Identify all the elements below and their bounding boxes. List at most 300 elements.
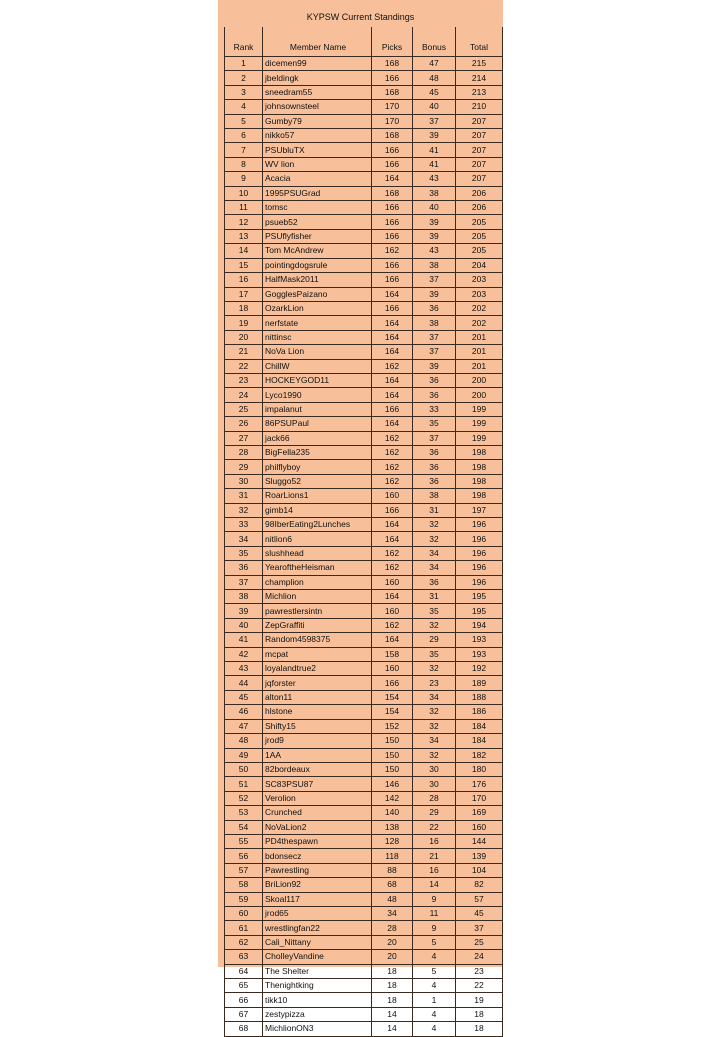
member-name-cell: HOCKEYGOD11 — [263, 373, 372, 387]
rank-cell: 54 — [225, 820, 263, 834]
rank-cell: 46 — [225, 705, 263, 719]
rank-cell: 9 — [225, 172, 263, 186]
member-name-cell: alton11 — [263, 690, 372, 704]
table-row — [225, 878, 503, 892]
total-cell: 201 — [456, 359, 503, 373]
bonus-cell: 37 — [413, 345, 456, 359]
member-name-cell: zestypizza — [263, 1007, 372, 1021]
bonus-cell: 45 — [413, 85, 456, 99]
picks-cell: 20 — [372, 950, 413, 964]
table-row — [225, 1007, 503, 1021]
picks-cell: 164 — [372, 417, 413, 431]
total-cell: 184 — [456, 719, 503, 733]
bonus-cell: 4 — [413, 1022, 456, 1036]
rank-cell: 55 — [225, 834, 263, 848]
total-cell: 37 — [456, 921, 503, 935]
member-name-cell: psueb52 — [263, 215, 372, 229]
member-name-cell: HalfMask2011 — [263, 273, 372, 287]
bonus-cell: 36 — [413, 460, 456, 474]
table-row — [225, 532, 503, 546]
bonus-cell: 22 — [413, 820, 456, 834]
rank-cell: 34 — [225, 532, 263, 546]
total-cell: 182 — [456, 748, 503, 762]
picks-cell: 18 — [372, 964, 413, 978]
table-row — [225, 316, 503, 330]
picks-cell: 164 — [372, 388, 413, 402]
total-cell: 198 — [456, 445, 503, 459]
table-row — [225, 561, 503, 575]
bonus-cell: 38 — [413, 258, 456, 272]
bonus-cell: 47 — [413, 57, 456, 71]
member-name-cell: PD4thespawn — [263, 834, 372, 848]
member-name-cell: hlstone — [263, 705, 372, 719]
member-name-cell: nittinsc — [263, 330, 372, 344]
bonus-cell: 11 — [413, 906, 456, 920]
rank-cell: 41 — [225, 633, 263, 647]
total-cell: 203 — [456, 287, 503, 301]
bonus-cell: 34 — [413, 734, 456, 748]
member-name-cell: bdonsecz — [263, 849, 372, 863]
bonus-cell: 29 — [413, 633, 456, 647]
rank-cell: 6 — [225, 129, 263, 143]
total-cell: 195 — [456, 604, 503, 618]
table-row — [225, 258, 503, 272]
member-name-cell: Cali_Nittany — [263, 935, 372, 949]
rank-cell: 10 — [225, 186, 263, 200]
table-row — [225, 748, 503, 762]
picks-cell: 150 — [372, 748, 413, 762]
rank-cell: 53 — [225, 806, 263, 820]
total-cell: 189 — [456, 676, 503, 690]
bonus-cell: 23 — [413, 676, 456, 690]
picks-cell: 20 — [372, 935, 413, 949]
table-row — [225, 273, 503, 287]
table-row — [225, 777, 503, 791]
member-name-cell: Acacia — [263, 172, 372, 186]
rank-cell: 47 — [225, 719, 263, 733]
picks-cell: 14 — [372, 1022, 413, 1036]
member-name-cell: nikko57 — [263, 129, 372, 143]
total-cell: 184 — [456, 734, 503, 748]
total-cell: 205 — [456, 215, 503, 229]
picks-cell: 88 — [372, 863, 413, 877]
member-name-cell: sneedram55 — [263, 85, 372, 99]
table-row — [225, 618, 503, 632]
total-cell: 176 — [456, 777, 503, 791]
total-cell: 215 — [456, 57, 503, 71]
picks-cell: 166 — [372, 201, 413, 215]
member-name-cell: BigFella235 — [263, 445, 372, 459]
bonus-cell: 32 — [413, 705, 456, 719]
bonus-cell: 28 — [413, 791, 456, 805]
member-name-cell: Crunched — [263, 806, 372, 820]
total-cell: 196 — [456, 561, 503, 575]
bonus-cell: 30 — [413, 777, 456, 791]
table-row — [225, 834, 503, 848]
member-name-cell: wrestlingfan22 — [263, 921, 372, 935]
table-row — [225, 417, 503, 431]
rank-cell: 14 — [225, 244, 263, 258]
picks-cell: 162 — [372, 431, 413, 445]
picks-cell: 160 — [372, 662, 413, 676]
picks-cell: 170 — [372, 114, 413, 128]
rank-cell: 62 — [225, 935, 263, 949]
member-name-cell: mcpat — [263, 647, 372, 661]
standings-sheet — [218, 0, 503, 1034]
total-cell: 139 — [456, 849, 503, 863]
rank-cell: 39 — [225, 604, 263, 618]
member-name-cell: YearoftheHeisman — [263, 561, 372, 575]
rank-cell: 11 — [225, 201, 263, 215]
member-name-cell: Thenightking — [263, 979, 372, 993]
member-name-header: Member Name — [263, 27, 372, 57]
bonus-cell: 36 — [413, 474, 456, 488]
rank-cell: 23 — [225, 373, 263, 387]
total-cell: 207 — [456, 172, 503, 186]
total-cell: 196 — [456, 518, 503, 532]
bonus-cell: 16 — [413, 863, 456, 877]
picks-cell: 162 — [372, 445, 413, 459]
table-row — [225, 229, 503, 243]
picks-cell: 160 — [372, 604, 413, 618]
picks-cell: 164 — [372, 518, 413, 532]
rank-cell: 2 — [225, 71, 263, 85]
member-name-cell: 98IberEating2Lunches — [263, 518, 372, 532]
member-name-cell: Skoal117 — [263, 892, 372, 906]
table-row — [225, 604, 503, 618]
bonus-cell: 32 — [413, 662, 456, 676]
rank-cell: 68 — [225, 1022, 263, 1036]
rank-cell: 48 — [225, 734, 263, 748]
rank-cell: 13 — [225, 229, 263, 243]
table-row — [225, 950, 503, 964]
picks-cell: 160 — [372, 575, 413, 589]
rank-cell: 44 — [225, 676, 263, 690]
picks-cell: 150 — [372, 762, 413, 776]
member-name-cell: Tom McAndrew — [263, 244, 372, 258]
rank-cell: 12 — [225, 215, 263, 229]
rank-cell: 59 — [225, 892, 263, 906]
picks-cell: 162 — [372, 460, 413, 474]
picks-cell: 164 — [372, 330, 413, 344]
table-row — [225, 676, 503, 690]
rank-cell: 4 — [225, 100, 263, 114]
table-row — [225, 518, 503, 532]
member-name-cell: jrod9 — [263, 734, 372, 748]
sheet-title: KYPSW Current Standings — [306, 12, 415, 22]
total-cell: 205 — [456, 229, 503, 243]
rank-cell: 33 — [225, 518, 263, 532]
rank-cell: 60 — [225, 906, 263, 920]
picks-cell: 164 — [372, 287, 413, 301]
picks-cell: 168 — [372, 186, 413, 200]
table-row — [225, 330, 503, 344]
total-cell: 205 — [456, 244, 503, 258]
member-name-cell: champlion — [263, 575, 372, 589]
picks-cell: 146 — [372, 777, 413, 791]
picks-cell: 166 — [372, 215, 413, 229]
picks-cell: 34 — [372, 906, 413, 920]
total-cell: 193 — [456, 647, 503, 661]
bonus-cell: 9 — [413, 892, 456, 906]
member-name-cell: gimb14 — [263, 503, 372, 517]
picks-cell: 140 — [372, 806, 413, 820]
bonus-cell: 38 — [413, 489, 456, 503]
bonus-cell: 32 — [413, 748, 456, 762]
total-cell: 57 — [456, 892, 503, 906]
table-row — [225, 690, 503, 704]
table-row — [225, 705, 503, 719]
picks-cell: 118 — [372, 849, 413, 863]
picks-cell: 142 — [372, 791, 413, 805]
rank-cell: 28 — [225, 445, 263, 459]
rank-cell: 21 — [225, 345, 263, 359]
bonus-cell: 37 — [413, 273, 456, 287]
picks-cell: 166 — [372, 157, 413, 171]
table-row — [225, 172, 503, 186]
rank-cell: 16 — [225, 273, 263, 287]
bonus-cell: 39 — [413, 359, 456, 373]
member-name-cell: GogglesPaizano — [263, 287, 372, 301]
bonus-cell: 35 — [413, 647, 456, 661]
rank-cell: 67 — [225, 1007, 263, 1021]
bonus-cell: 34 — [413, 561, 456, 575]
total-cell: 199 — [456, 402, 503, 416]
standings-table — [224, 27, 503, 1037]
table-row — [225, 662, 503, 676]
rank-cell: 22 — [225, 359, 263, 373]
rank-cell: 38 — [225, 590, 263, 604]
rank-cell: 32 — [225, 503, 263, 517]
bonus-cell: 35 — [413, 604, 456, 618]
picks-cell: 166 — [372, 143, 413, 157]
total-cell: 213 — [456, 85, 503, 99]
picks-cell: 152 — [372, 719, 413, 733]
bonus-cell: 32 — [413, 719, 456, 733]
bonus-cell: 40 — [413, 100, 456, 114]
total-cell: 24 — [456, 950, 503, 964]
member-name-cell: tikk10 — [263, 993, 372, 1007]
bonus-cell: 4 — [413, 979, 456, 993]
total-cell: 214 — [456, 71, 503, 85]
table-row — [225, 373, 503, 387]
total-cell: 196 — [456, 575, 503, 589]
picks-cell: 164 — [372, 373, 413, 387]
total-cell: 210 — [456, 100, 503, 114]
total-cell: 198 — [456, 489, 503, 503]
bonus-cell: 40 — [413, 201, 456, 215]
total-cell: 203 — [456, 273, 503, 287]
rank-cell: 1 — [225, 57, 263, 71]
member-name-cell: johnsownsteel — [263, 100, 372, 114]
member-name-cell: 86PSUPaul — [263, 417, 372, 431]
total-cell: 206 — [456, 186, 503, 200]
total-cell: 207 — [456, 129, 503, 143]
total-cell: 160 — [456, 820, 503, 834]
member-name-cell: ChillW — [263, 359, 372, 373]
member-name-cell: pointingdogsrule — [263, 258, 372, 272]
member-name-cell: jrod65 — [263, 906, 372, 920]
bonus-cell: 16 — [413, 834, 456, 848]
table-row — [225, 345, 503, 359]
total-cell: 206 — [456, 201, 503, 215]
table-row — [225, 186, 503, 200]
total-cell: 19 — [456, 993, 503, 1007]
member-name-cell: 1995PSUGrad — [263, 186, 372, 200]
table-row — [225, 57, 503, 71]
member-name-cell: SC83PSU87 — [263, 777, 372, 791]
member-name-cell: 82bordeaux — [263, 762, 372, 776]
member-name-cell: philflyboy — [263, 460, 372, 474]
rank-cell: 29 — [225, 460, 263, 474]
member-name-cell: NoVa Lion — [263, 345, 372, 359]
picks-cell: 128 — [372, 834, 413, 848]
total-cell: 82 — [456, 878, 503, 892]
bonus-cell: 41 — [413, 157, 456, 171]
picks-cell: 48 — [372, 892, 413, 906]
picks-cell: 166 — [372, 503, 413, 517]
total-cell: 25 — [456, 935, 503, 949]
rank-cell: 15 — [225, 258, 263, 272]
table-row — [225, 431, 503, 445]
table-row — [225, 906, 503, 920]
picks-cell: 158 — [372, 647, 413, 661]
total-header: Total — [456, 27, 503, 57]
total-cell: 193 — [456, 633, 503, 647]
total-cell: 196 — [456, 546, 503, 560]
table-row — [225, 921, 503, 935]
bonus-cell: 5 — [413, 964, 456, 978]
rank-cell: 52 — [225, 791, 263, 805]
picks-cell: 162 — [372, 561, 413, 575]
table-row — [225, 546, 503, 560]
total-cell: 180 — [456, 762, 503, 776]
rank-cell: 31 — [225, 489, 263, 503]
total-cell: 186 — [456, 705, 503, 719]
picks-cell: 164 — [372, 316, 413, 330]
bonus-cell: 35 — [413, 417, 456, 431]
bonus-cell: 37 — [413, 330, 456, 344]
table-row — [225, 388, 503, 402]
member-name-cell: MichlionON3 — [263, 1022, 372, 1036]
table-row — [225, 244, 503, 258]
total-cell: 207 — [456, 114, 503, 128]
total-cell: 207 — [456, 143, 503, 157]
bonus-cell: 38 — [413, 316, 456, 330]
total-cell: 23 — [456, 964, 503, 978]
total-cell: 199 — [456, 417, 503, 431]
total-cell: 104 — [456, 863, 503, 877]
total-cell: 18 — [456, 1007, 503, 1021]
bonus-cell: 38 — [413, 186, 456, 200]
table-row — [225, 590, 503, 604]
picks-cell: 168 — [372, 85, 413, 99]
picks-cell: 164 — [372, 590, 413, 604]
rank-cell: 56 — [225, 849, 263, 863]
member-name-cell: jqforster — [263, 676, 372, 690]
total-cell: 207 — [456, 157, 503, 171]
bonus-cell: 39 — [413, 129, 456, 143]
rank-cell: 45 — [225, 690, 263, 704]
rank-cell: 57 — [225, 863, 263, 877]
bonus-cell: 37 — [413, 114, 456, 128]
bonus-cell: 36 — [413, 388, 456, 402]
bonus-cell: 32 — [413, 532, 456, 546]
table-row — [225, 1022, 503, 1036]
member-name-cell: jack66 — [263, 431, 372, 445]
total-cell: 22 — [456, 979, 503, 993]
picks-cell: 18 — [372, 993, 413, 1007]
total-cell: 201 — [456, 345, 503, 359]
picks-header: Picks — [372, 27, 413, 57]
total-cell: 45 — [456, 906, 503, 920]
rank-cell: 17 — [225, 287, 263, 301]
table-row — [225, 935, 503, 949]
member-name-cell: BriLion92 — [263, 878, 372, 892]
bonus-cell: 39 — [413, 287, 456, 301]
total-cell: 170 — [456, 791, 503, 805]
rank-cell: 37 — [225, 575, 263, 589]
bonus-cell: 31 — [413, 590, 456, 604]
bonus-cell: 4 — [413, 950, 456, 964]
total-cell: 198 — [456, 474, 503, 488]
header-row — [225, 27, 503, 57]
member-name-cell: tomsc — [263, 201, 372, 215]
rank-cell: 18 — [225, 301, 263, 315]
bonus-cell: 36 — [413, 373, 456, 387]
bonus-cell: 37 — [413, 431, 456, 445]
rank-cell: 19 — [225, 316, 263, 330]
bonus-header: Bonus — [413, 27, 456, 57]
bonus-cell: 41 — [413, 143, 456, 157]
member-name-cell: nitlion6 — [263, 532, 372, 546]
table-row — [225, 460, 503, 474]
rank-cell: 7 — [225, 143, 263, 157]
picks-cell: 166 — [372, 301, 413, 315]
bonus-cell: 31 — [413, 503, 456, 517]
picks-cell: 166 — [372, 273, 413, 287]
table-row — [225, 993, 503, 1007]
table-row — [225, 820, 503, 834]
bonus-cell: 34 — [413, 690, 456, 704]
member-name-cell: Sluggo52 — [263, 474, 372, 488]
bonus-cell: 1 — [413, 993, 456, 1007]
total-cell: 200 — [456, 388, 503, 402]
bonus-cell: 33 — [413, 402, 456, 416]
bonus-cell: 30 — [413, 762, 456, 776]
member-name-cell: slushhead — [263, 546, 372, 560]
rank-cell: 51 — [225, 777, 263, 791]
member-name-cell: RoarLions1 — [263, 489, 372, 503]
bonus-cell: 32 — [413, 618, 456, 632]
bonus-cell: 21 — [413, 849, 456, 863]
rank-cell: 30 — [225, 474, 263, 488]
member-name-cell: Shifty15 — [263, 719, 372, 733]
bonus-cell: 36 — [413, 575, 456, 589]
member-name-cell: Lyco1990 — [263, 388, 372, 402]
table-row — [225, 503, 503, 517]
member-name-cell: dicemen99 — [263, 57, 372, 71]
standings-body — [225, 57, 503, 1037]
member-name-cell: PSUflyfisher — [263, 229, 372, 243]
table-row — [225, 129, 503, 143]
table-row — [225, 647, 503, 661]
table-row — [225, 114, 503, 128]
rank-cell: 43 — [225, 662, 263, 676]
table-row — [225, 762, 503, 776]
table-row — [225, 849, 503, 863]
table-row — [225, 633, 503, 647]
